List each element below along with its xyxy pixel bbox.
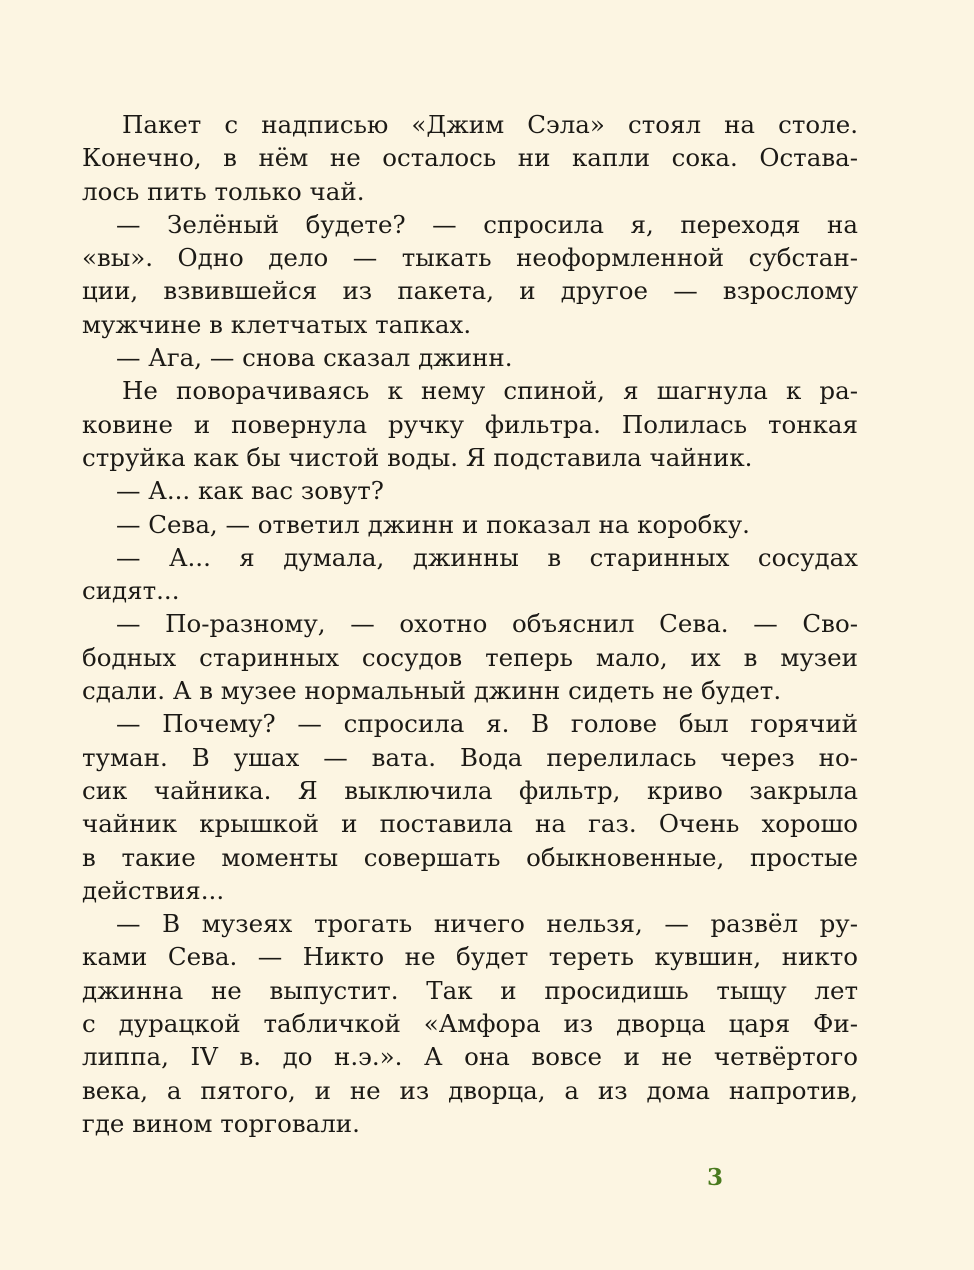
text-line: ковине и повернула ручку фильтра. Полилась тонкая [82, 409, 858, 439]
text-line: чайник крышкой и поставила на газ. Очень хорошо [82, 809, 858, 839]
text-line: сидят... [82, 576, 180, 606]
book-page-text [82, 108, 858, 1140]
text-line: Конечно, в нём не осталось ни капли сока. Остава- [82, 143, 858, 173]
text-line: ками Сева. — Никто не будет тереть кувшин, никто [82, 942, 858, 972]
text-line: мужчине в клетчатых тапках. [82, 309, 472, 339]
text-line: — По-разному, — охотно объяснил Сева. — Сво- [116, 609, 858, 639]
text-line: ции, взвившейся из пакета, и другое — взрослому [82, 276, 858, 306]
text-line: «вы». Одно дело — тыкать неоформленной субстан- [82, 243, 858, 273]
text-line: в такие моменты совершать обыкновенные, простые [82, 842, 858, 872]
text-line: сик чайника. Я выключила фильтр, криво закрыла [82, 775, 858, 805]
text-line: лось пить только чай. [82, 176, 365, 206]
text-line: — Почему? — спросила я. В голове был горячий [116, 709, 858, 739]
text-line: — А... как вас зовут? [116, 476, 384, 506]
text-line: — В музеях трогать ничего нельзя, — развёл ру- [116, 909, 858, 939]
text-line: бодных старинных сосудов теперь мало, их в музеи [82, 642, 858, 672]
text-line: сдали. А в музее нормальный джинн сидеть не будет. [82, 676, 782, 706]
text-line: струйка как бы чистой воды. Я подставила чайник. [82, 442, 753, 472]
text-line: действия... [82, 875, 225, 905]
text-line: Пакет с надписью «Джим Сэла» стоял на столе. [122, 110, 858, 139]
text-line: с дурацкой табличкой «Амфора из дворца царя Фи- [82, 1009, 858, 1039]
text-line: века, а пятого, и не из дворца, а из дома напротив, [82, 1075, 858, 1105]
text-line: Не поворачиваясь к нему спиной, я шагнула к ра- [122, 376, 858, 406]
text-line: липпа, IV в. до н.э.». А она вовсе и не четвёртого [82, 1042, 858, 1072]
text-line: — А... я думала, джинны в старинных сосудах [116, 542, 858, 572]
text-line: где вином торговали. [82, 1108, 360, 1138]
text-line: джинна не выпустит. Так и просидишь тыщу лет [82, 975, 858, 1005]
text-line: туман. В ушах — вата. Вода перелилась через но- [82, 742, 858, 772]
text-line: — Сева, — ответил джинн и показал на коробку. [116, 509, 750, 539]
text-line: — Ага, — снова сказал джинн. [116, 343, 513, 373]
page-number: 3 [707, 1164, 724, 1191]
text-line: — Зелёный будете? — спросила я, переходя на [116, 209, 858, 239]
